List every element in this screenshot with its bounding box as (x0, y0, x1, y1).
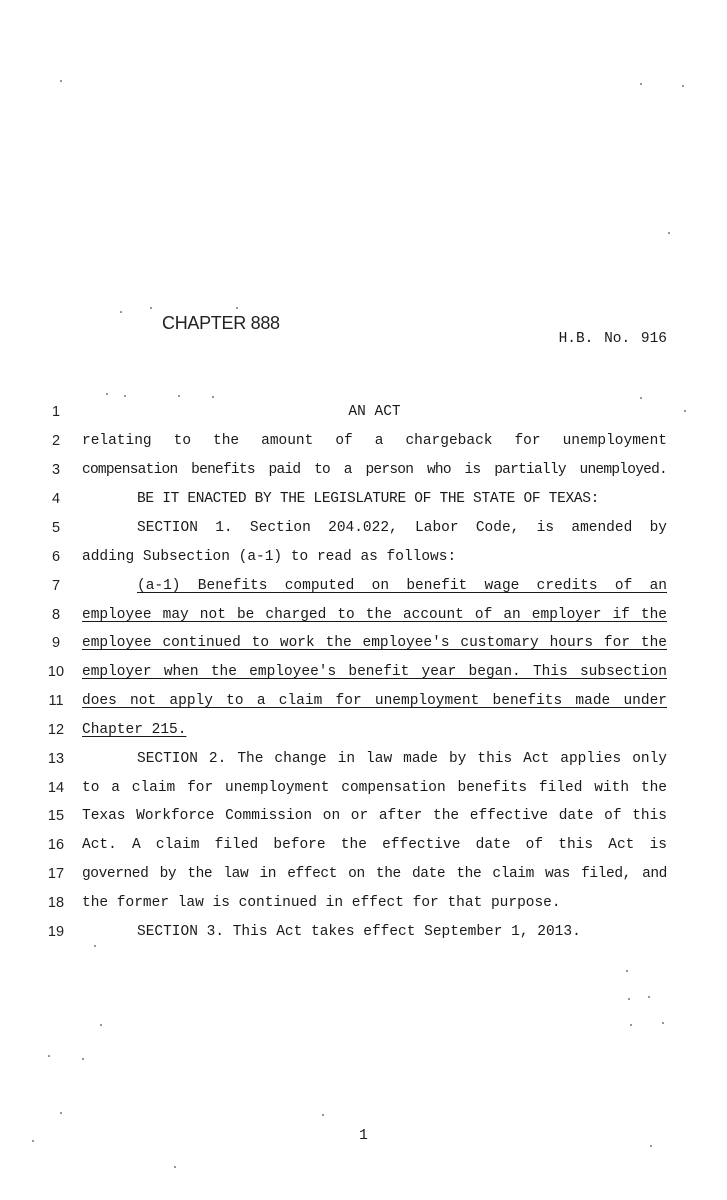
line-text: SECTION 2. The change in law made by this Act applies only (137, 751, 667, 767)
scan-speck (32, 1140, 34, 1142)
line-text: to a claim for unemployment compensation benefits filed with the (82, 780, 667, 796)
inserted-text: Chapter 215. (82, 722, 187, 738)
scan-speck (82, 1058, 84, 1060)
scan-speck (94, 945, 96, 947)
bill-number: H.B. No. 916 (558, 331, 667, 347)
scan-speck (150, 307, 152, 309)
document-line (0, 718, 727, 742)
document-line (0, 689, 727, 713)
scan-speck (174, 1166, 176, 1168)
scan-speck (178, 395, 180, 397)
line-number: 15 (47, 808, 65, 824)
line-number: 10 (47, 664, 65, 680)
scan-speck (236, 307, 238, 309)
document-line (0, 660, 727, 684)
scan-speck (100, 1024, 102, 1026)
act-title: AN ACT (348, 404, 401, 420)
line-number: 9 (51, 635, 61, 651)
document-line (0, 458, 727, 482)
scan-speck (640, 397, 642, 399)
scan-speck (212, 396, 214, 398)
line-text: SECTION 1. Section 204.022, Labor Code, is amended by (137, 520, 667, 536)
line-number: 13 (47, 751, 65, 767)
line-number: 16 (47, 837, 65, 853)
scan-speck (650, 1145, 652, 1147)
document-line (0, 487, 727, 511)
line-text: adding Subsection (a-1) to read as follows: (82, 549, 457, 565)
document-line (0, 429, 727, 453)
inserted-text: employee continued to work the employee's customary hours for the (82, 635, 667, 651)
line-number: 1 (51, 404, 61, 420)
line-text: compensation benefits paid to a person who is partially unemployed. (82, 462, 667, 478)
scan-speck (640, 83, 642, 85)
document-line (0, 516, 727, 540)
document-line (0, 747, 727, 771)
inserted-text: does not apply to a claim for unemployment benefits made under (82, 693, 667, 709)
line-number: 6 (51, 549, 61, 565)
line-number: 7 (51, 578, 61, 594)
line-number: 17 (47, 866, 65, 882)
line-number: 8 (51, 607, 61, 623)
scan-speck (60, 1112, 62, 1114)
scan-speck (648, 996, 650, 998)
scan-speck (682, 85, 684, 87)
document-line (0, 891, 727, 915)
scan-speck (668, 232, 670, 234)
document-line (0, 833, 727, 857)
document-line (0, 920, 727, 944)
line-text: governed by the law in effect on the date the claim was filed, and (82, 866, 667, 882)
document-line (0, 862, 727, 886)
line-number: 2 (51, 433, 61, 449)
scan-speck (124, 395, 126, 397)
document-line (0, 574, 727, 598)
line-number: 18 (47, 895, 65, 911)
line-number: 19 (47, 924, 65, 940)
scan-speck (630, 1024, 632, 1026)
line-text: Texas Workforce Commission on or after the effective date of this (82, 808, 667, 824)
line-number: 4 (51, 491, 61, 507)
line-number: 11 (48, 693, 64, 709)
document-line (0, 804, 727, 828)
document-line (0, 400, 727, 424)
line-text: SECTION 3. This Act takes effect September 1, 2013. (137, 924, 581, 940)
page-number: 1 (359, 1128, 368, 1144)
scan-speck (48, 1055, 50, 1057)
document-line (0, 631, 727, 655)
line-number: 3 (51, 462, 61, 478)
line-number: 5 (51, 520, 61, 536)
document-line (0, 776, 727, 800)
inserted-text: (a-1) Benefits computed on benefit wage credits of an (137, 578, 667, 594)
line-text: the former law is continued in effect for that purpose. (82, 895, 561, 911)
scan-speck (106, 393, 108, 395)
scan-speck (628, 998, 630, 1000)
chapter-stamp: CHAPTER 888 (162, 313, 280, 333)
inserted-text: employee may not be charged to the account of an employer if the (82, 607, 667, 623)
line-number: 14 (47, 780, 65, 796)
scan-speck (662, 1022, 664, 1024)
line-number: 12 (47, 722, 65, 738)
scan-speck (684, 410, 686, 412)
scan-speck (60, 80, 62, 82)
document-line (0, 603, 727, 627)
scan-speck (120, 311, 122, 313)
document-line (0, 545, 727, 569)
scan-speck (626, 970, 628, 972)
line-text: Act. A claim filed before the effective date of this Act is (82, 837, 667, 853)
line-text: relating to the amount of a chargeback for unemployment (82, 433, 667, 449)
inserted-text: employer when the employee's benefit year began. This subsection (82, 664, 667, 680)
line-text: BE IT ENACTED BY THE LEGISLATURE OF THE STATE OF TEXAS: (137, 491, 600, 507)
scan-speck (322, 1114, 324, 1116)
